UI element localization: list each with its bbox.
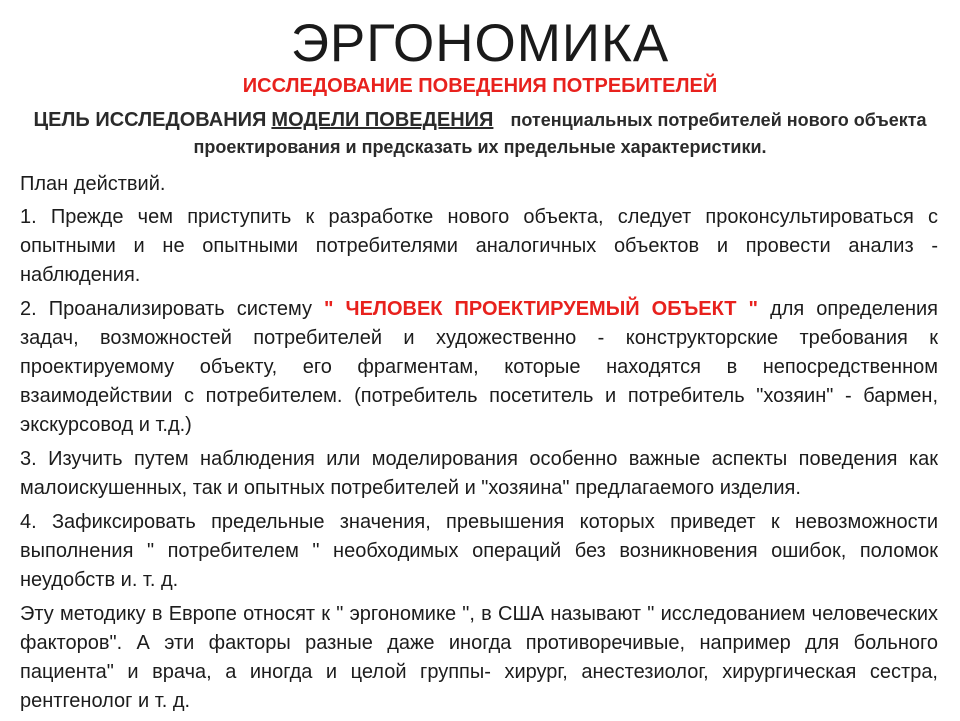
list-item-1: 1. Прежде чем приступить к разработке нового объекта, следует проконсультироваться с опытными и не опытными потребителями аналогичных объектов и провести анализ - наблюдения. <box>20 206 938 286</box>
list-item-2-start: 2. Проанализировать систему <box>20 298 312 320</box>
plan-heading: План действий. <box>20 173 166 195</box>
list-item-3: 3. Изучить путем наблюдения или моделирования особенно важные аспекты поведения как малоискушенных, так и опытных потребителей и "хозяина" предлагаемого изделия. <box>20 448 938 499</box>
system-highlight: " ЧЕЛОВЕК ПРОЕКТИРУЕМЫЙ ОБЪЕКТ " <box>324 298 759 320</box>
closing-paragraph: Эту методику в Европе относят к " эргономике ", в США называют " исследованием человеческих факторов". А эти факторы разные даже иногда противоречивые, например для больного пациента" и врача, а иногда и целой группы- хирург, анестезиолог, хирургическая сестра, рентгенолог и т. д. <box>20 603 938 712</box>
goal-text: потенциальных потребителей нового объекта проектирования и предсказать их предельные характеристики. <box>193 110 927 157</box>
slide-title: ЭРГОНОМИКА <box>290 14 670 73</box>
slide-body <box>20 170 938 721</box>
list-item-2 <box>20 295 938 440</box>
goal-label: ЦЕЛЬ ИССЛЕДОВАНИЯ <box>33 109 267 131</box>
slide-subtitle: ИССЛЕДОВАНИЕ ПОВЕДЕНИЯ ПОТРЕБИТЕЛЕЙ <box>242 75 718 97</box>
goal-highlight: МОДЕЛИ ПОВЕДЕНИЯ <box>271 109 494 131</box>
list-item-4: 4. Зафиксировать предельные значения, превышения которых приведет к невозможности выполнения " потребителем " необходимых операций без возникновения ошибок, поломок неудобств и. т. д. <box>20 511 938 591</box>
research-goal <box>20 107 940 161</box>
list-item-2-end: для определения задач, возможностей потребителей и художественно - конструкторские требования к проектируемому объекту, его фрагментам, которые находятся в непосредственном взаимодействии с потребителем. (потребитель посетитель и потребитель "хозяин" - бармен, экскурсовод и т.д.) <box>20 298 939 436</box>
